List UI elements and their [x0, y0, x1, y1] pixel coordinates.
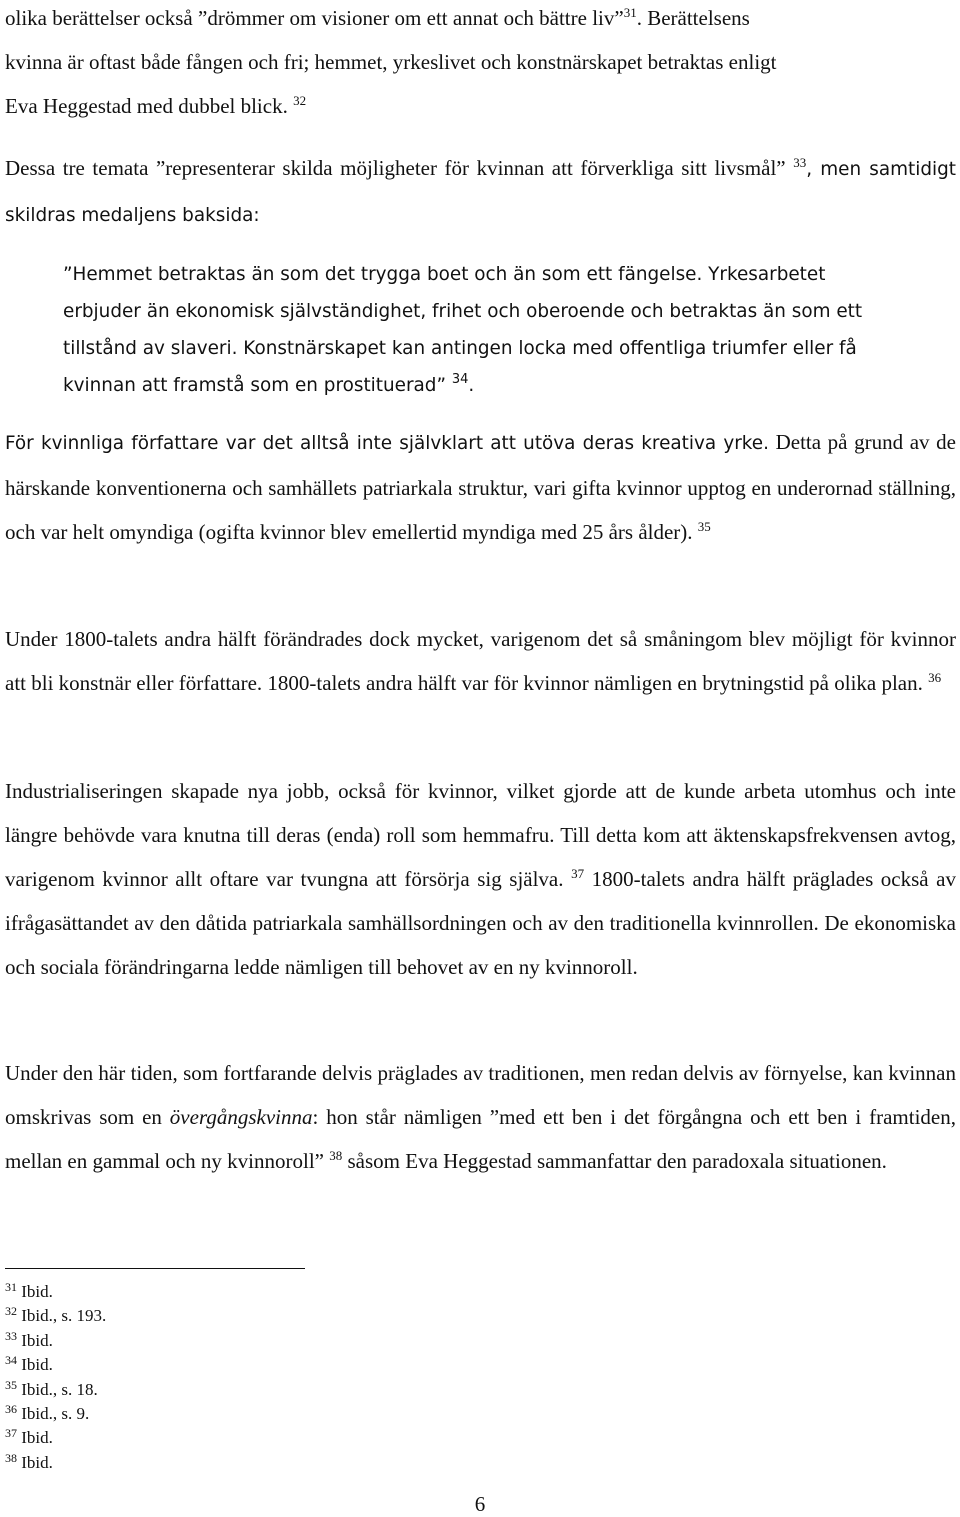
- footnote-number: 32: [5, 1304, 17, 1319]
- emphasis-term: övergångskvinna: [169, 1105, 313, 1129]
- footnote-text: Ibid.: [21, 1330, 53, 1350]
- footnote-text: Ibid.: [21, 1452, 53, 1472]
- footnote-ref: 32: [293, 92, 307, 108]
- quote-text: .: [468, 375, 475, 396]
- footnote-text: Ibid., s. 18.: [21, 1379, 98, 1399]
- paragraph-text: Under den här tiden, som fortfarande delvis präglades av traditionen, men redan delvis av förnyelse, kan kvinnan omskrivas som en: [5, 1061, 956, 1129]
- footnote-ref: 36: [928, 669, 942, 685]
- footnote-number: 38: [5, 1450, 17, 1465]
- footnote-item: [5, 1402, 106, 1426]
- quote-text: ”Hemmet betraktas än som det trygga boet och än som ett fängelse. Yrkesarbetet erbjuder än ekonomisk självständighet, frihet och oberoende och betraktas än som ett tillstånd av slaveri. Konstnärskapet kan antingen locka med offentliga triumfer eller få kvinnan att framstå som en prostituerad”: [63, 264, 863, 396]
- paragraph-industrialisation: [5, 769, 956, 989]
- footnote-item: [5, 1304, 106, 1328]
- footnote-item: [5, 1280, 106, 1304]
- footnote-number: 33: [5, 1328, 17, 1343]
- footnote-ref: 38: [329, 1147, 343, 1163]
- paragraph-text: Dessa tre temata ”representerar skilda möjligheter för kvinnan att förverkliga sitt livsmål”: [5, 156, 786, 180]
- paragraph-text: kvinna är oftast både fången och fri; hemmet, yrkeslivet och konstnärskapet betraktas enligt: [5, 50, 777, 74]
- footnote-text: Ibid., s. 193.: [21, 1306, 107, 1326]
- footnote-ref: 35: [697, 518, 711, 534]
- footnote-number: 37: [5, 1426, 17, 1441]
- footnote-ref: 31: [623, 4, 637, 20]
- footnote-item: [5, 1378, 106, 1402]
- footnote-item: [5, 1451, 106, 1475]
- footnote-divider: [5, 1268, 305, 1269]
- paragraph-text: Detta på grund av de härskande konventionerna och samhällets patriarkala struktur, vari gifta kvinnor upptog en underornad ställning, och var helt omyndiga (ogifta kvinnor blev emellertid myndiga med 25 års ålder).: [5, 430, 956, 544]
- footnote-ref: 33: [793, 154, 807, 170]
- footnote-number: 35: [5, 1377, 17, 1392]
- footnote-number: 31: [5, 1280, 17, 1294]
- footnote-text: Ibid.: [21, 1282, 53, 1301]
- paragraph-text: . Berättelsens: [636, 6, 750, 30]
- footnote-list: [5, 1280, 106, 1475]
- paragraph-transition: [5, 1051, 956, 1183]
- paragraph-text: olika berättelser också ”drömmer om visioner om ett annat och bättre liv”: [5, 6, 624, 30]
- footnote-ref: 34: [451, 371, 469, 387]
- paragraph-text: Industrialiseringen skapade nya jobb, också för kvinnor, vilket gjorde att de kunde arbeta utomhus och inte längre behövde vara knutna till deras (enda) roll som hemmafru. Till detta kom att äktenskapsfrekvensen avtog, varigenom kvinnor allt oftare var tvungna att försörja sig själva.: [5, 779, 956, 891]
- footnote-text: Ibid.: [21, 1355, 53, 1375]
- footnote-item: [5, 1329, 106, 1353]
- footnote-item: [5, 1426, 106, 1450]
- paragraph-authors: [5, 420, 956, 554]
- paragraph-change: [5, 617, 956, 705]
- paragraph-text: , men samtidigt skildras medaljens baksida:: [5, 159, 957, 226]
- page-number: 6: [474, 1492, 486, 1516]
- block-quote: [63, 256, 898, 404]
- footnote-number: 34: [5, 1353, 17, 1368]
- footnote-ref: 37: [571, 865, 585, 881]
- paragraph-text: Eva Heggestad med dubbel blick.: [5, 94, 288, 118]
- paragraph-text: Under 1800-talets andra hälft förändrades dock mycket, varigenom det så småningom blev möjligt för kvinnor att bli konstnär eller författare. 1800-talets andra hälft var för kvinnor nämligen en brytningstid på olika plan.: [5, 627, 956, 695]
- footnote-item: [5, 1353, 106, 1377]
- paragraph-text: För kvinnliga författare var det alltså inte självklart att utöva deras kreativa yrke.: [5, 433, 769, 454]
- paragraph-intro: [5, 0, 956, 128]
- footnote-text: Ibid.: [21, 1428, 53, 1448]
- paragraph-themes: [5, 146, 956, 238]
- footnote-number: 36: [5, 1402, 17, 1417]
- paragraph-text: 1800-talets andra hälft präglades också av ifrågasättandet av den dåtida patriarkala samhällsordningen och av den traditionella kvinnrollen. De ekonomiska och sociala förändringarna ledde nämligen till behovet av en ny kvinnoroll.: [5, 867, 957, 979]
- paragraph-text: såsom Eva Heggestad sammanfattar den paradoxala situationen.: [342, 1149, 887, 1173]
- paragraph-text: : hon står nämligen ”med ett ben i det förgångna och ett ben i framtiden, mellan en gammal och ny kvinnoroll”: [5, 1105, 956, 1173]
- footnote-text: Ibid., s. 9.: [21, 1404, 90, 1424]
